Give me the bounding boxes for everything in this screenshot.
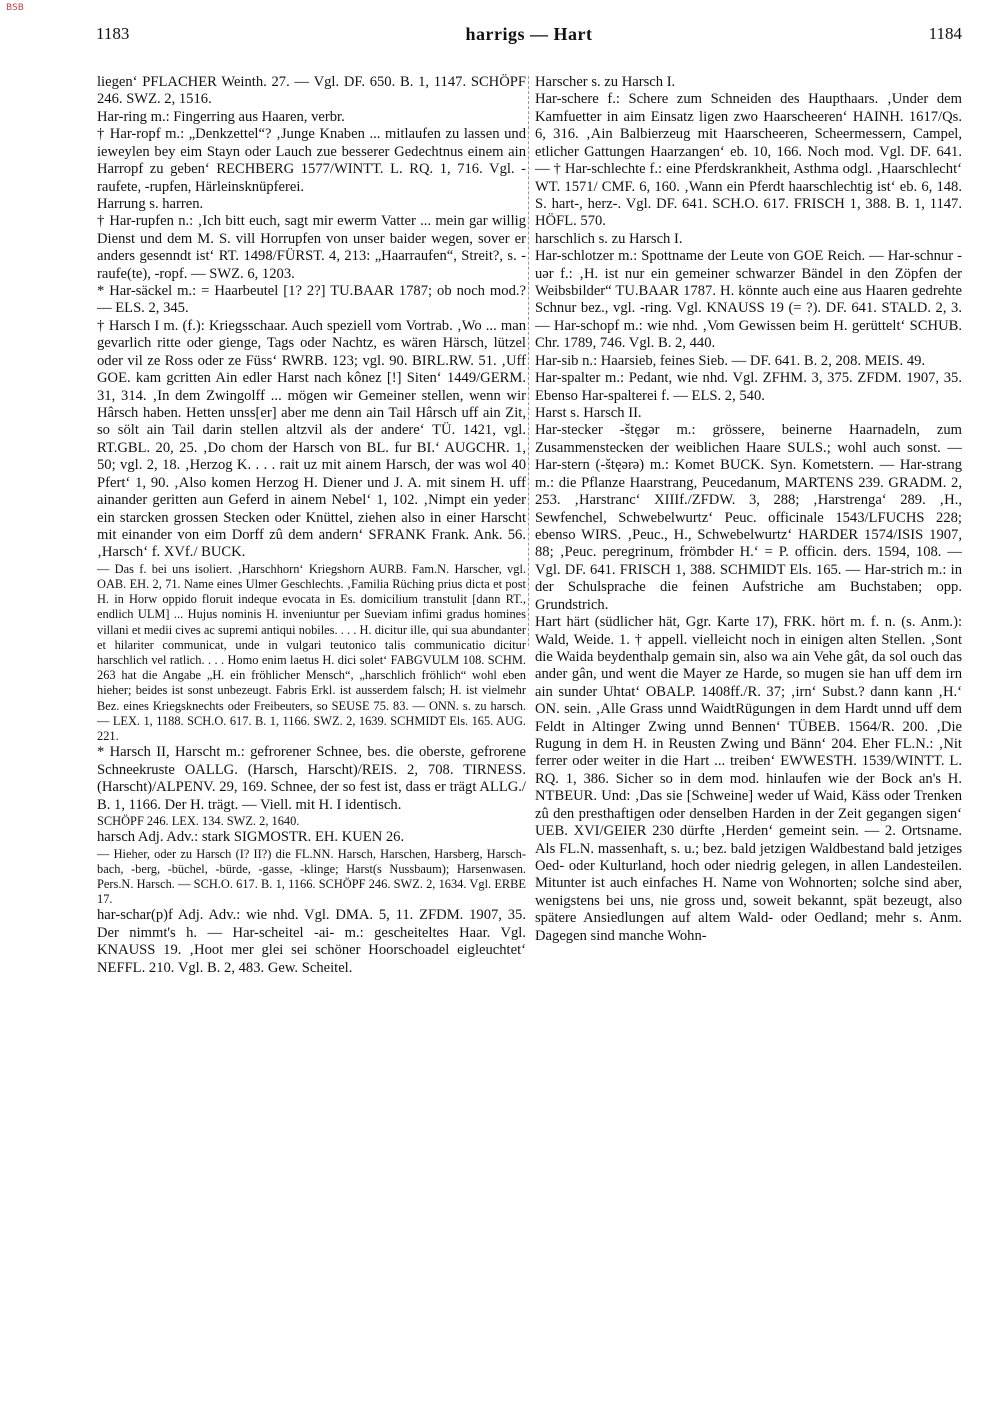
entry-note: — Das f. bei uns isoliert. ‚Harschhorn‘ Kriegshorn AURB. Fam.N. Harscher, vgl. OAB. EH. 2, 71. Name eines Ulmer Geschlechts. ‚Familia Rüching prius dicta et post H. in Horw oppido floruit indeque evocata in Es. domicilium transtulit [dann RT., endlich ULM] ... Hujus nominis H. inveniuntur per Sueviam infimi gradus homines villani et medii cives ac supremi antiqui nobiles. . . . H. dicitur ille, qui sua abundanter et hilariter communicat, unde in vulgari teutonico talis communicatio dicitur harschlich vel ratlich. . . . Homo enim laetus H. dici solet‘ FABGVULM 108. SCHM. 263 hat die Angabe „H. ein fröhlicher Mensch“, „harschlich fröhlich“ wohl eben hieher; beides ist sonst unbezeugt. Fabris Erkl. ist ausserdem falsch; H. ist vielmehr Bez. eines Kriegsknechts oder Freibeuters, so SEUSE 75. 83. — ONN. s. zu harsch. — LEX. 1, 1188. SCH.O. 617. B. 1, 1166. SWZ. 2, 1639. SCHMIDT Els. 165. AUG. 221. (97, 561, 526, 744)
entry-paragraph: Hart härt (südlicher hät, Ggr. Karte 17), FRK. hört m. f. n. (s. Anm.): Wald, Weide. 1. † appell. vielleicht noch in einigen alten Stellen. ‚Sont die Waida beydenthalp gemain sin, also wa ain Vehe gât, da sol ouch das ander gân, und went die Mayer ze Harde, so mugen sie han uff dem irn ain sunder Uhtat‘ OBALP. 1408ff./R. 37; ‚irn‘ Subst.? dann kann ‚H.‘ ON. sein. ‚Alle Grass unnd WaidtRügungen in dem Hardt unnd uff dem Feldt in Altinger Zwing unnd Bennen‘ TÜBEB. 1564/R. 200. ‚Die Rugung in dem H. in Reusten Zwing und Bänn‘ 204. Eher FL.N.: ‚Nit ferrer oder weiter in die Hart ... treiben‘ EWWESTH. 1539/WINTT. L. RQ. 1, 386. Sicher so in dem mod. hinlaufen wie der Bock an's H. NTBEUR. Und: ‚Das sie [Schweine] weder uf Waid, Käss oder Trenken zû den presthaftigen oder denselben Harden in der Zeit gegangen sigen‘ UEB. XVI/GEIER 230 dürfte ‚Herden‘ gemeint sein. — 2. Ortsname. Als FL.N. massenhaft, s. u.; bez. bald jetzigen Waldbestand bald jetziges Oed- oder Kulturland, hoch oder niedrig gelegen, in allen Landesteilen. Mitunter ist auch einfaches H. Name von Wohnorten; solche sind aber, wenigstens bei uns, nie gross und, soweit bekannt, spät bezeugt, also spätere Ansiedlungen auf altem Wald- oder Oedland; mehr s. Anm. Dagegen sind manche Wohn- (535, 614, 962, 944)
entry-paragraph: Har-schere f.: Schere zum Schneiden des Haupthaars. ‚Under dem Kamfuetter in aim Einsatz ligen zwo Haarscheeren‘ HAINH. 1617/Qs. 6, 316. ‚Ain Balbierzeug mit Haarscheeren, Scheermessern, Campel, etlicher Gattungen Haarzangen‘ eb. 10, 166. Noch mod. Vgl. DF. 641. — † Har-schlechte f.: eine Pferdskrankheit, Asthma odgl. ‚Haarschlecht‘ WT. 1571/ CMF. 6, 160. ‚Wann ein Pferdt haarschlechtig ist‘ eb. 6, 148. S. hart-, herz-. Vgl. DF. 641. SCH.O. 617. FRISCH 1, 388. B. 1, 1147. HÖFL. 570. (535, 91, 962, 230)
entry-paragraph: har-schar(p)f Adj. Adv.: wie nhd. Vgl. DMA. 5, 11. ZFDM. 1907, 35. Der nimmt's h. — Har-scheitel -ai- m.: gescheiteltes Haar. Vgl. KNAUSS 19. ‚Hoot mer glei sei schöner Hoorschoadel eigleuchtet‘ NEFFL. 210. Vgl. B. 2, 483. Gew. Scheitel. (97, 907, 526, 976)
entry-paragraph: Harst s. Harsch II. (535, 405, 642, 422)
entry-note: — Hieher, oder zu Harsch (I? II?) die FL.NN. Harsch, Harschen, Harsberg, Harsch-bach, -berg, -büchel, -bürde, -gasse, -klinge; Harst(s Nussbaum); Harsenwasen. Pers.N. Harsch. — SCH.O. 617. B. 1, 1166. SCHÖPF 246. SWZ. 2, 1634. Vgl. ERBE 17. (97, 846, 526, 907)
library-stamp: BSB (6, 3, 24, 13)
entry-paragraph: Har-stecker -štęgər m.: grössere, beinerne Haarnadeln, zum Zusammenstecken der weiblichen Haare SULS.; wohl auch sonst. — Har-stern (-štęərə) m.: Komet BUCK. Syn. Kometstern. — Har-strang m.: die Pflanze Haarstrang, Peucedanum, MARTENS 239. GRADM. 2, 253. ‚Harstranc‘ XIIIf./ZFDW. 3, 288; ‚Harstrenga‘ 289. ‚H., Sewfenchel, Schwebelwurtz‘ Peuc. officinale 1543/LFUCHS 228; ebenso WIRS. ‚Peuc., H., Schwebelwurtz‘ HARDER 1574/ISIS 1907, 88; ‚Peuc. peregrinum, frömbder H.‘ = P. officin. ders. 1594, 108. — Vgl. DF. 641. FRISCH 1, 388. SCHMIDT Els. 165. — Har-strich m.: in der Schulsprache die feinen Aufstriche am Buchstaben; opp. Grundstrich. (535, 422, 962, 613)
entry-paragraph: Har-schlotzer m.: Spottname der Leute von GOE Reich. — Har-schnur -uər f.: ‚H. ist nur ein gemeiner schwarzer Bändel in den Zöpfen der Weibsbilder“ TU.BAAR 1787. H. könnte auch eine aus Haaren gedrehte Schnur bez., vgl. -ring. Vgl. KNAUSS 19 (= ?). DF. 641. STALD. 2, 3. — Har-schopf m.: wie nhd. ‚Vom Gewissen beim H. gerüttelt‘ SCHUB. Chr. 1789, 746. Vgl. B. 2, 440. (535, 248, 962, 352)
entry-paragraph: * Har-säckel m.: = Haarbeutel [1? 2?] TU.BAAR 1787; ob noch mod.? — ELS. 2, 345. (97, 283, 526, 317)
entry-note: SCHÖPF 246. LEX. 134. SWZ. 2, 1640. (97, 813, 300, 828)
running-title: harrigs — Hart (465, 24, 593, 44)
entry-paragraph: liegen‘ PFLACHER Weinth. 27. — Vgl. DF. 650. B. 1, 1147. SCHÖPF 246. SWZ. 2, 1516. (97, 74, 526, 108)
entry-paragraph: Harscher s. zu Harsch I. (535, 74, 676, 90)
entry-paragraph: harschlich s. zu Harsch I. (535, 230, 683, 247)
entry-paragraph: harsch Adj. Adv.: stark SIGMOSTR. EH. KUEN 26. (97, 829, 405, 846)
entry-paragraph: Harrung s. harren. (97, 195, 204, 212)
page-number-left: 1183 (96, 24, 130, 43)
column-divider (528, 76, 529, 646)
right-column (535, 74, 962, 1374)
entry-paragraph: Har-sib n.: Haarsieb, feines Sieb. — DF. 641. B. 2, 208. MEIS. 49. (535, 352, 926, 369)
page-number-right: 1184 (928, 24, 962, 43)
left-column (97, 74, 526, 1374)
entry-paragraph: Har-ring m.: Fingerring aus Haaren, verbr. (97, 108, 345, 125)
entry-paragraph: † Har-ropf m.: „Denkzettel“? ‚Junge Knaben ... mitlaufen zu lassen und ieweylen bey eim Stayn oder Lauch zue besserer Gedechtnus einem ain Harropf zu geben‘ RECHBERG 1577/WINTT. L. RQ. 1, 716. Vgl. -raufete, -rupfen, Härleinsknüpferei. (97, 126, 526, 195)
page-header (96, 24, 962, 50)
entry-paragraph: Har-spalter m.: Pedant, wie nhd. Vgl. ZFHM. 3, 375. ZFDM. 1907, 35. Ebenso Har-spalterei f. — ELS. 2, 540. (535, 370, 962, 404)
entry-paragraph: † Har-rupfen n.: ‚Ich bitt euch, sagt mir ewerm Vatter ... mein gar willig Dienst und dem M. S. vill Horrupfen von unser baider wegen, sover er anders gesenndt ist‘ RT. 1498/FÜRST. 4, 213: „Haarraufen“, Streit?, s. -raufe(te), -ropf. — SWZ. 6, 1203. (97, 213, 526, 282)
entry-paragraph: * Harsch II, Harscht m.: gefrorener Schnee, bes. die oberste, gefrorene Schneekruste OALLG. (Harsch, Harscht)/REIS. 2, 708. TIRNESS. (Harscht)/ALPENV. 29, 169. Schnee, der so fest ist, dass er trägt ALLG./ B. 1, 1166. Der H. trägt. — Viell. mit H. I identisch. (97, 744, 526, 813)
entry-paragraph: † Harsch I m. (f.): Kriegsschaar. Auch speziell vom Vortrab. ‚Wo ... man gevarlich ritte oder gienge, Tags oder Nachtz, es wären Härsch, lützel oder vil ze Ross oder ze Füss‘ RWRB. 123; vgl. 90. BIRL.RW. 51. ‚Uff GOE. kam gcritten Ain edler Harst nach kônez [!] Siten‘ 1449/GERM. 31, 314. ‚In dem Zwingolff ... mögen wir Gemeiner stellen, wenn wir Hârsch haben. Hetten unss[er] aber me denn ain Tail Hârsch uff ain Zit, so sölt ain Tail darin stellen altzvil als der andere‘ TÜ. 1421, vgl. RT.GBL. 20, 25. ‚Do chom der Harsch von BL. fur BI.‘ AUGCHR. 1, 50; vgl. 2, 18. ‚Herzog K. . . . rait uz mit ainem Harsch, der was wol 40 Pfert‘ 1, 90. ‚Also komen Herzog H. Diener und J. A. mit sinem H. uff ainander geritten aun Geferd in ainem Nebel‘ 1, 102. ‚Nimpt ein yeder ein starcken grossen Stecken oder Knüttel, ziehen also in einer Harscht mit einander von eim Dorff zû dem andern‘ SFRANK Frank. Ank. 56. ‚Harsch‘ f. XVf./ BUCK. (97, 317, 526, 561)
